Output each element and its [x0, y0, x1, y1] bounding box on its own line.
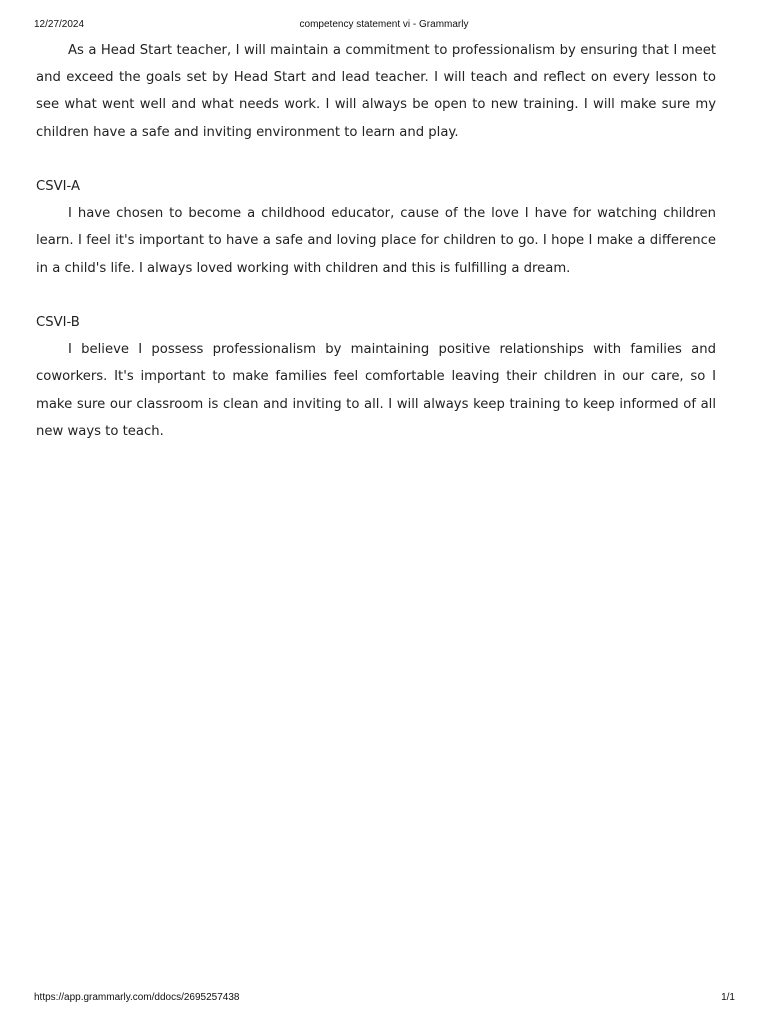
print-url: https://app.grammarly.com/ddocs/2695257438	[34, 992, 240, 1003]
section-csvi-a	[36, 173, 716, 282]
print-footer	[0, 992, 768, 1006]
section-heading: CSVI-A	[36, 179, 80, 194]
print-title: competency statement vi - Grammarly	[299, 19, 469, 30]
print-header	[0, 19, 768, 33]
document-body	[36, 37, 716, 445]
section-paragraph: I have chosen to become a childhood educator, cause of the love I have for watching children learn. I feel it's important to have a safe and loving place for children to go. I hope I make a difference in a child's life. I always loved working with children and this is fulfilling a dream.	[36, 206, 716, 276]
section-paragraph: I believe I possess professionalism by maintaining positive relationships with families and coworkers. It's important to make families feel comfortable leaving their children in our care, so I make sure our classroom is clean and inviting to all. I will always keep training to keep informed of all new ways to teach.	[36, 342, 716, 439]
page-number: 1/1	[721, 992, 735, 1003]
intro-paragraph: As a Head Start teacher, I will maintain a commitment to professionalism by ensuring that I meet and exceed the goals set by Head Start and lead teacher. I will teach and reflect on every lesson to see what went well and what needs work. I will always be open to new training. I will make sure my children have a safe and inviting environment to learn and play.	[36, 43, 716, 140]
section-heading: CSVI-B	[36, 315, 80, 330]
section-csvi-b	[36, 309, 716, 445]
print-date: 12/27/2024	[34, 19, 85, 30]
